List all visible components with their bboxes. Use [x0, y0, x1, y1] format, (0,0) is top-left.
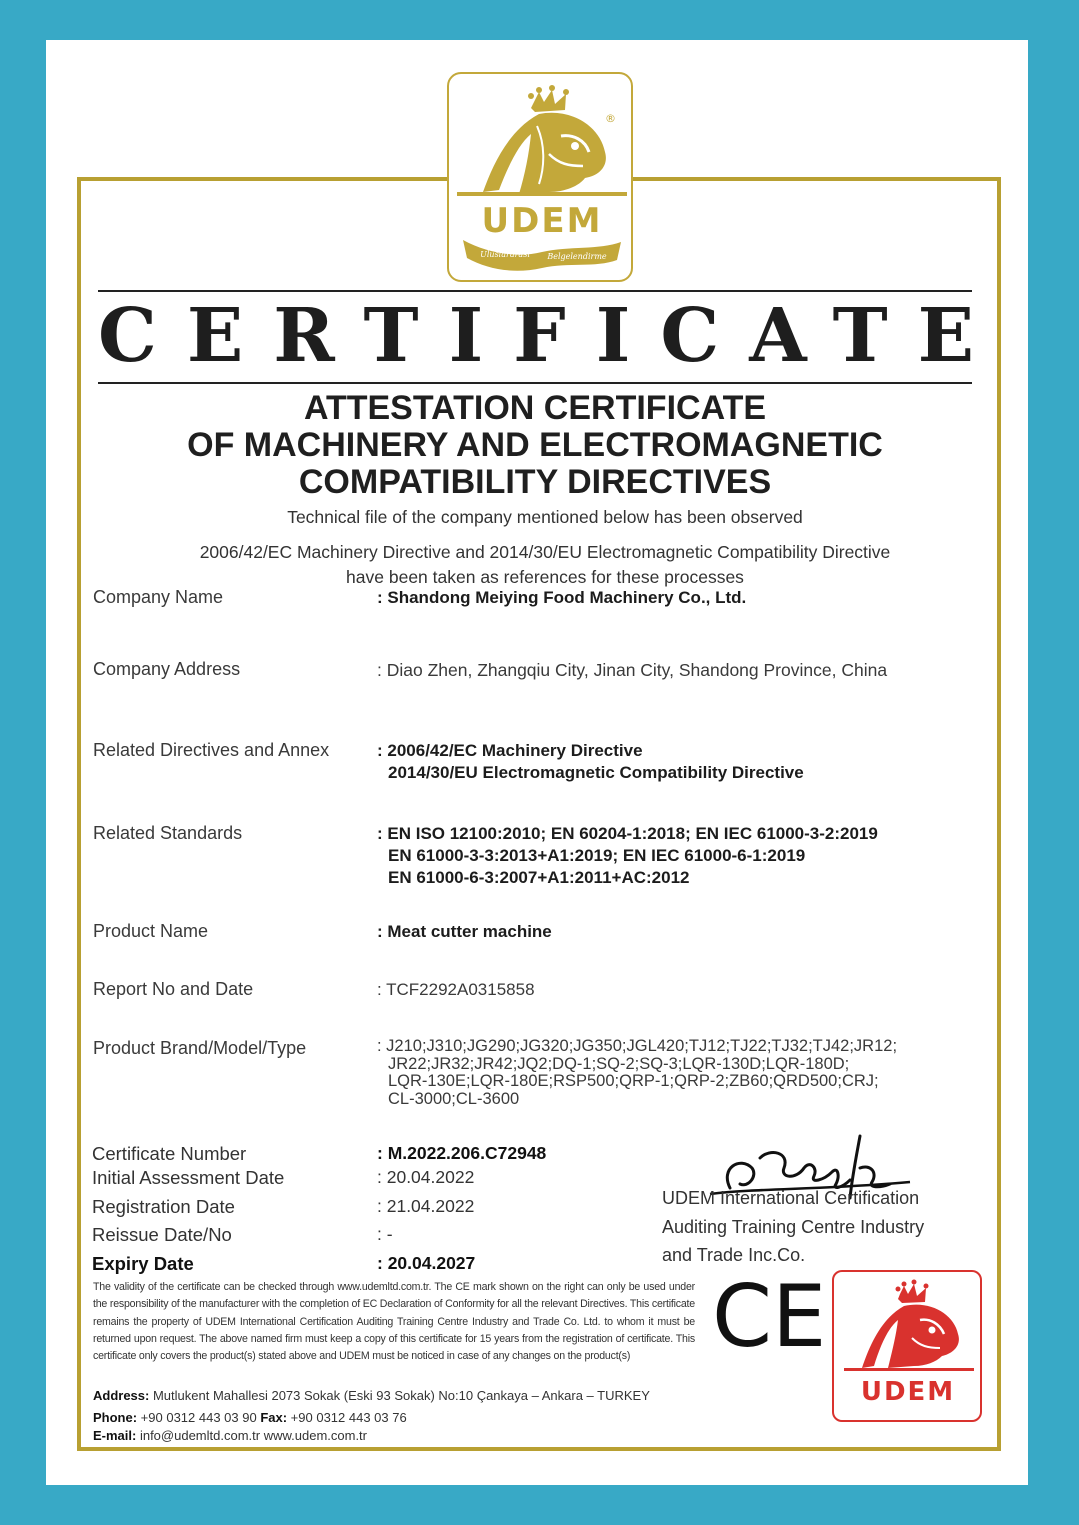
svg-text:Belgelendirme: Belgelendirme — [547, 252, 607, 261]
product-name-value: : Meat cutter machine — [377, 922, 552, 941]
subtitle-line-3: COMPATIBILITY DIRECTIVES — [298, 463, 772, 501]
email-line: E-mail: info@udemltd.com.tr www.udem.com.tr — [93, 1428, 367, 1443]
intro-line-2: 2006/42/EC Machinery Directive and 2014/30/EU Electromagnetic Compatibility Directive — [199, 542, 891, 562]
expiry-date-label: Expiry Date — [92, 1253, 194, 1274]
initial-date-label: Initial Assessment Date — [92, 1167, 285, 1188]
subtitle-line-2: OF MACHINERY AND ELECTROMAGNETIC — [187, 426, 883, 464]
title-top-rule — [98, 290, 972, 292]
company-name-value: : Shandong Meiying Food Machinery Co., Ltd. — [377, 588, 747, 607]
standards-value: : EN ISO 12100:2010; EN 60204-1:2018; EN IEC 61000-3-2:2019 EN 61000-3-3:2013+A1:2019; EN IEC 61000-6-1:2019 EN 61000-6-3:2007+A1:2011+AC:2012 — [377, 824, 878, 887]
intro-line-1: Technical file of the company mentioned below has been observed — [287, 507, 803, 527]
subtitle-line-1: ATTESTATION CERTIFICATE — [303, 389, 767, 427]
standards-label: Related Standards — [93, 823, 243, 843]
report-label: Report No and Date — [93, 979, 254, 999]
svg-text:Uluslararası: Uluslararası — [480, 250, 530, 259]
certificate-title: CERTIFICATE — [98, 293, 1005, 379]
fine-print: The validity of the certificate can be checked through www.udemltd.com.tr. The CE mark shown on the right can only be used under the responsibility of the manufacturer with the completion of EC Declaration of Conformity for all the relevant Directives. This certificate remains the property of UDEM International Certification Auditing Training Centre Industry and Trade Co. Ltd. to whom it must be returned upon request. The above named firm must keep a copy of this certificate for 15 years from the registration of certificate. This certificate only covers the product(s) stated above and UDEM must be noticed in case of any changes on the product(s) — [93, 1281, 695, 1363]
svg-text:CE: CE — [712, 1274, 824, 1356]
udem-red-wordmark: UDEM — [860, 1377, 956, 1407]
report-value: : TCF2292A0315858 — [377, 980, 535, 999]
registration-date-label: Registration Date — [92, 1196, 235, 1217]
company-name-label: Company Name — [93, 587, 224, 607]
certificate-subtitle — [98, 390, 972, 501]
registration-date-value: : 21.04.2022 — [377, 1196, 475, 1216]
issuer-block: UDEM International Certification Auditing Training Centre Industry and Trade Inc.Co. — [662, 1188, 925, 1265]
udem-gold-logo — [447, 72, 633, 282]
directives-value: : 2006/42/EC Machinery Directive 2014/30/EU Electromagnetic Compatibility Directive — [377, 741, 804, 782]
intro-line-3: have been taken as references for these processes — [346, 567, 744, 587]
models-label: Product Brand/Model/Type — [93, 1038, 307, 1058]
svg-text:®: ® — [605, 112, 616, 125]
reissue-label: Reissue Date/No — [92, 1224, 232, 1245]
cert-number-label: Certificate Number — [92, 1143, 247, 1164]
models-value: : J210;J310;JG290;JG320;JG350;JGL420;TJ12;TJ22;TJ32;TJ42;JR12; JR22;JR32;JR42;JQ2;DQ-1;SQ-2;SQ-3;LQR-130D;LQR-180D; LQR-130E;LQR-180E;RSP500;QRP-1;QRP-2;ZB60;QRD500;CRJ; CL-3000;CL-3600 — [377, 1037, 898, 1108]
product-name-label: Product Name — [93, 921, 209, 941]
reissue-value: : - — [377, 1224, 393, 1244]
phone-line: Phone: +90 0312 443 03 90 Fax: +90 0312 443 03 76 — [93, 1410, 407, 1425]
initial-date-value: : 20.04.2022 — [377, 1167, 475, 1187]
udem-red-logo — [832, 1270, 982, 1422]
company-address-value: : Diao Zhen, Zhangqiu City, Jinan City, Shandong Province, China — [377, 660, 888, 680]
address-line: Address: Mutlukent Mahallesi 2073 Sokak (Eski 93 Sokak) No:10 Çankaya – Ankara – TURKEY — [93, 1388, 650, 1403]
cert-number-value: : M.2022.206.C72948 — [377, 1143, 547, 1163]
directives-label: Related Directives and Annex — [93, 740, 330, 760]
udem-wordmark: UDEM — [481, 201, 603, 241]
ce-mark-icon — [712, 1274, 824, 1360]
company-address-label: Company Address — [93, 659, 241, 679]
title-bottom-rule — [98, 382, 972, 384]
expiry-date-value: : 20.04.2027 — [377, 1253, 476, 1273]
